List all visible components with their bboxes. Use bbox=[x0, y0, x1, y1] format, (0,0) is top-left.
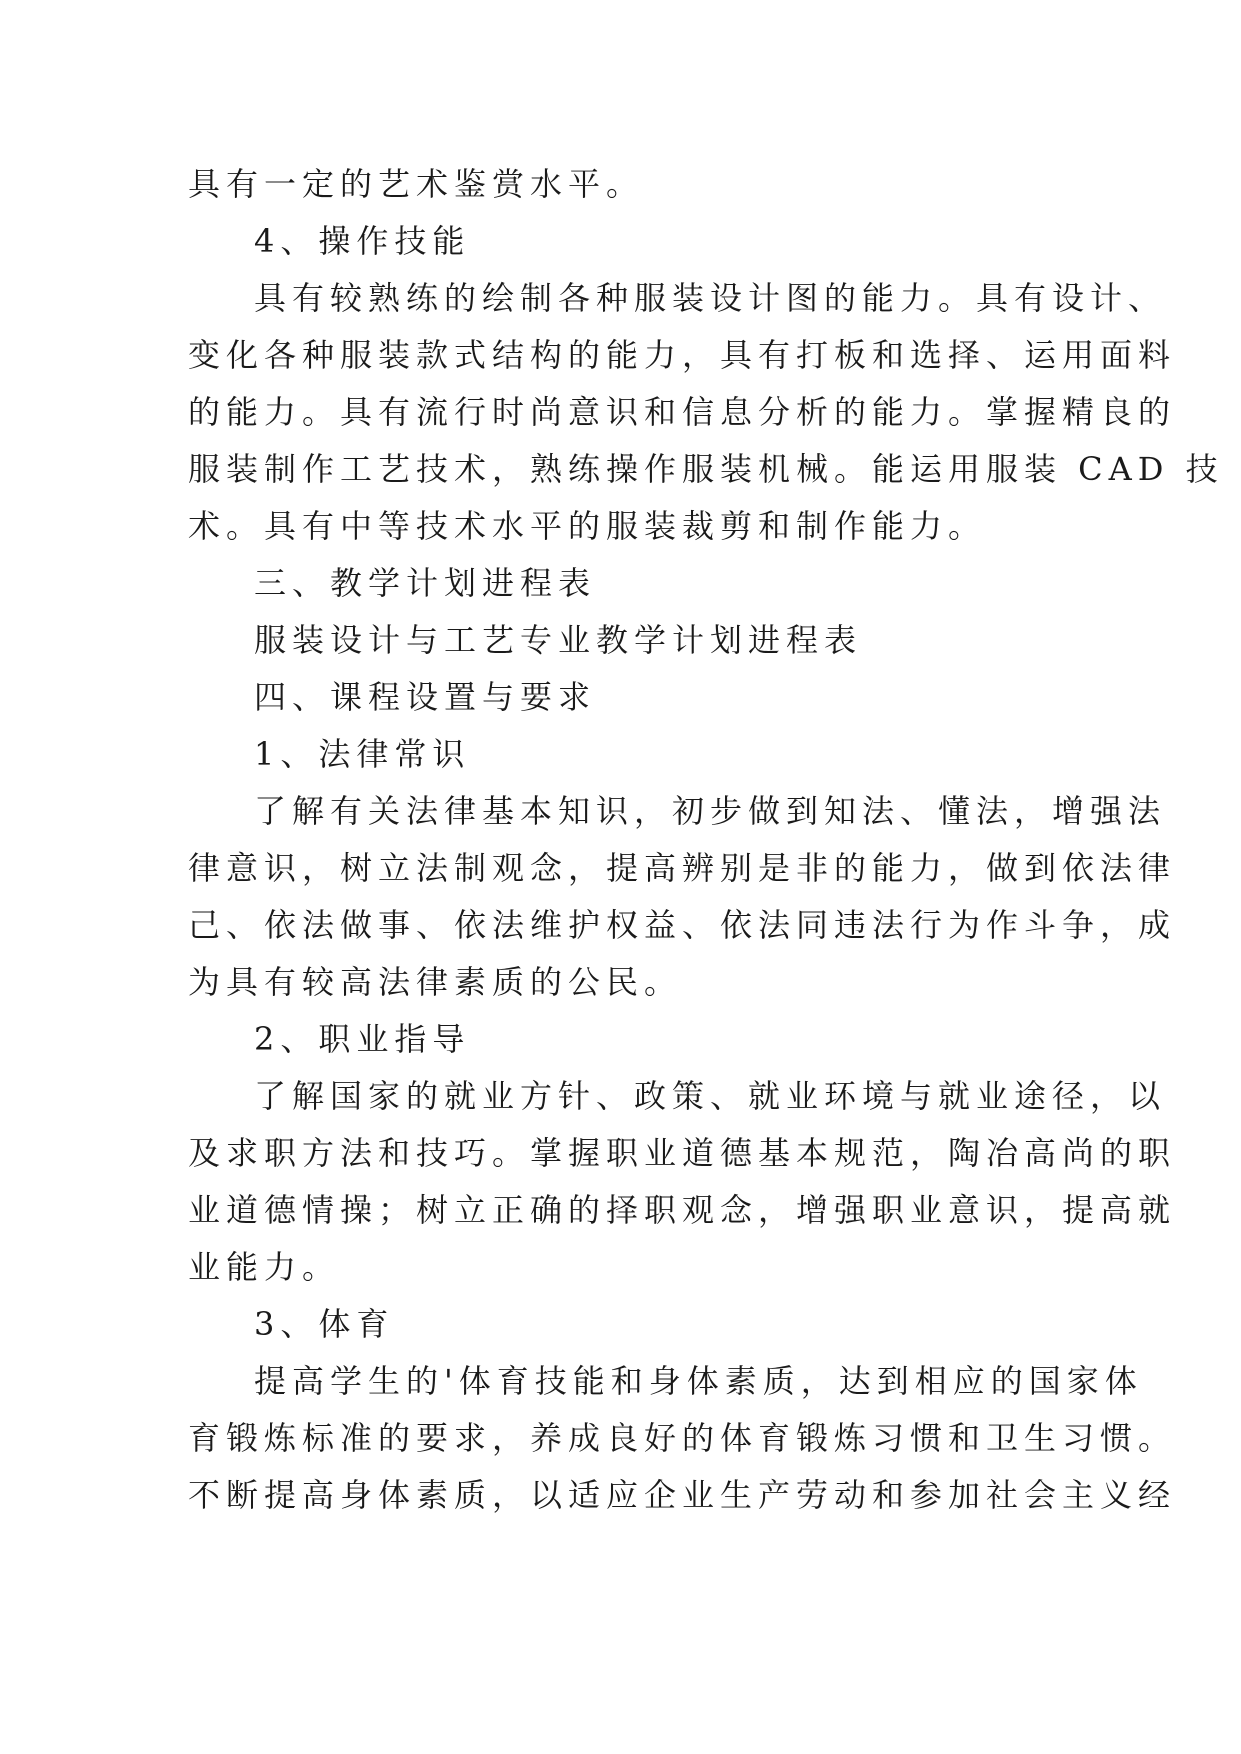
section-heading: 四、课程设置与要求 bbox=[254, 678, 597, 716]
text-line: 了解国家的就业方针、政策、就业环境与就业途径，以 bbox=[254, 1077, 1167, 1115]
text-line: 提高学生的'体育技能和身体素质，达到相应的国家体 bbox=[254, 1362, 1143, 1400]
text-line: 具有一定的艺术鉴赏水平。 bbox=[188, 165, 645, 203]
text-line: 及求职方法和技巧。掌握职业道德基本规范，陶冶高尚的职 bbox=[188, 1134, 1177, 1172]
text-line: 变化各种服装款式结构的能力，具有打板和选择、运用面料 bbox=[188, 336, 1177, 374]
text-line: 业能力。 bbox=[188, 1248, 341, 1286]
section-heading: 2、职业指导 bbox=[254, 1020, 471, 1058]
text-line: 不断提高身体素质，以适应企业生产劳动和参加社会主义经 bbox=[188, 1476, 1177, 1514]
text-line: 服装设计与工艺专业教学计划进程表 bbox=[254, 621, 863, 659]
text-line: 业道德情操；树立正确的择职观念，增强职业意识，提高就 bbox=[188, 1191, 1177, 1229]
text-line: 服装制作工艺技术，熟练操作服装机械。能运用服装 CAD 技 bbox=[188, 450, 1224, 488]
text-line: 的能力。具有流行时尚意识和信息分析的能力。掌握精良的 bbox=[188, 393, 1177, 431]
text-line: 为具有较高法律素质的公民。 bbox=[188, 963, 683, 1001]
section-heading: 三、教学计划进程表 bbox=[254, 564, 597, 602]
section-heading: 3、体育 bbox=[254, 1305, 395, 1343]
text-line: 了解有关法律基本知识，初步做到知法、懂法，增强法 bbox=[254, 792, 1167, 830]
text-line: 律意识，树立法制观念，提高辨别是非的能力，做到依法律 bbox=[188, 849, 1177, 887]
text-line: 具有较熟练的绘制各种服装设计图的能力。具有设计、 bbox=[254, 279, 1167, 317]
section-heading: 4、操作技能 bbox=[254, 222, 471, 260]
text-line: 育锻炼标准的要求，养成良好的体育锻炼习惯和卫生习惯。 bbox=[188, 1419, 1177, 1457]
text-line: 术。具有中等技术水平的服装裁剪和制作能力。 bbox=[188, 507, 987, 545]
text-line: 己、依法做事、依法维护权益、依法同违法行为作斗争，成 bbox=[188, 906, 1177, 944]
section-heading: 1、法律常识 bbox=[254, 735, 471, 773]
